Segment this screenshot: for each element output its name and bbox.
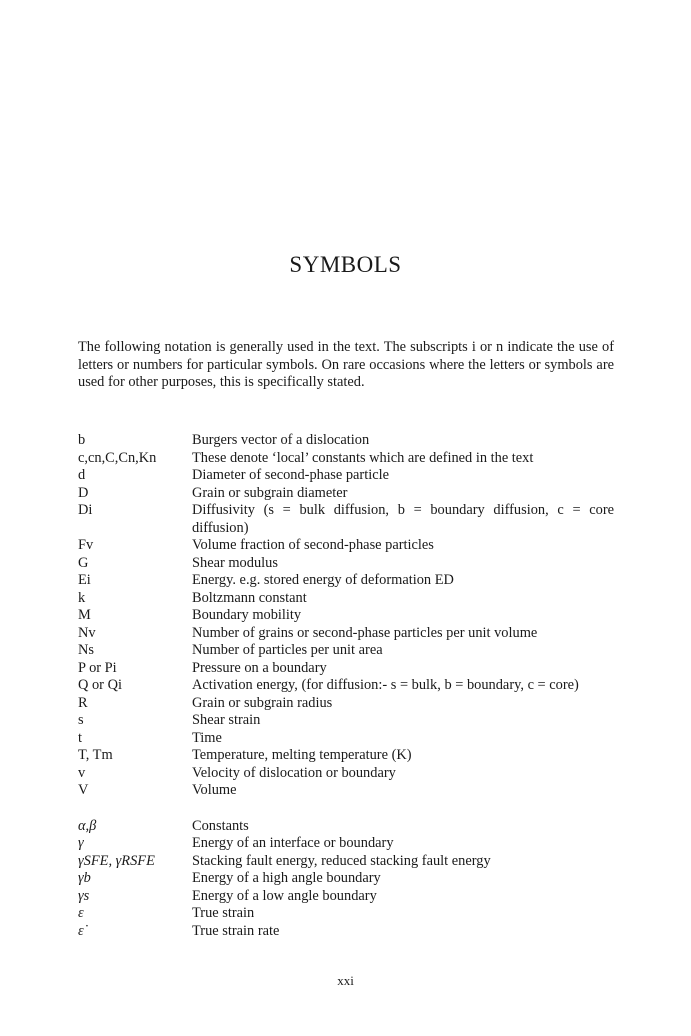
symbol-term: M bbox=[78, 607, 91, 623]
symbol-definition: Volume fraction of second-phase particles bbox=[192, 537, 434, 553]
symbol-term: t bbox=[78, 729, 82, 746]
symbol-definition: Number of grains or second-phase particles per unit volume bbox=[192, 624, 538, 641]
symbol-definition: Number of particles per unit area bbox=[192, 642, 383, 658]
symbol-definition: Pressure on a boundary bbox=[192, 659, 327, 676]
symbol-term: γSFE, γRSFE bbox=[78, 852, 155, 869]
symbol-definition: Shear modulus bbox=[192, 554, 278, 571]
symbol-term: Di bbox=[78, 502, 93, 518]
symbol-row bbox=[78, 432, 614, 450]
symbol-row bbox=[78, 642, 614, 660]
symbol-row bbox=[78, 450, 614, 468]
symbol-row bbox=[78, 607, 614, 625]
latin-symbol-group bbox=[78, 432, 614, 800]
symbol-term: γ bbox=[78, 835, 84, 851]
symbol-term: R bbox=[78, 694, 88, 711]
symbol-term: s bbox=[78, 712, 84, 728]
symbol-term: ε̇ bbox=[78, 922, 84, 939]
symbol-row bbox=[78, 625, 614, 643]
symbol-definition: Temperature, melting temperature (K) bbox=[192, 747, 412, 763]
symbol-term: Ns bbox=[78, 642, 94, 658]
symbol-definition: Diameter of second-phase particle bbox=[192, 467, 389, 483]
symbol-row bbox=[78, 502, 614, 537]
symbol-definition: Grain or subgrain diameter bbox=[192, 484, 348, 501]
symbol-term: ε bbox=[78, 905, 84, 921]
symbol-row bbox=[78, 853, 614, 871]
symbol-definition: Boltzmann constant bbox=[192, 589, 307, 606]
symbol-term: α,β bbox=[78, 817, 97, 834]
symbol-row bbox=[78, 782, 614, 800]
page-title: SYMBOLS bbox=[289, 252, 402, 277]
symbol-term: c,cn,C,Cn,Kn bbox=[78, 449, 157, 466]
symbol-definition: Energy. e.g. stored energy of deformation ED bbox=[192, 572, 454, 588]
symbol-row bbox=[78, 730, 614, 748]
symbol-row bbox=[78, 870, 614, 888]
symbol-term: V bbox=[78, 782, 89, 798]
symbol-definition: Time bbox=[192, 729, 222, 746]
symbol-row bbox=[78, 695, 614, 713]
symbol-term: T, Tm bbox=[78, 747, 113, 763]
symbol-term: b bbox=[78, 432, 86, 448]
symbol-definition: Volume bbox=[192, 782, 237, 798]
symbol-term: γb bbox=[78, 870, 91, 886]
symbol-term: d bbox=[78, 467, 86, 483]
symbol-row bbox=[78, 590, 614, 608]
symbol-term: P or Pi bbox=[78, 659, 117, 676]
symbol-definition: Grain or subgrain radius bbox=[192, 694, 333, 711]
symbol-row bbox=[78, 835, 614, 853]
symbol-definition: Energy of a low angle boundary bbox=[192, 887, 377, 904]
symbol-row bbox=[78, 555, 614, 573]
symbol-definition: Shear strain bbox=[192, 712, 261, 728]
symbol-row bbox=[78, 537, 614, 555]
symbol-row bbox=[78, 712, 614, 730]
symbol-row bbox=[78, 923, 614, 941]
symbol-term: G bbox=[78, 554, 89, 571]
symbol-definition: Burgers vector of a dislocation bbox=[192, 432, 370, 448]
symbol-row bbox=[78, 677, 614, 695]
symbol-term: D bbox=[78, 484, 89, 501]
symbol-row bbox=[78, 747, 614, 765]
symbol-row bbox=[78, 888, 614, 906]
symbol-row bbox=[78, 660, 614, 678]
symbol-term: Q or Qi bbox=[78, 677, 122, 693]
symbol-definition: Velocity of dislocation or boundary bbox=[192, 764, 396, 781]
symbol-term: Ei bbox=[78, 572, 91, 588]
symbol-term: Fv bbox=[78, 537, 94, 553]
symbol-definition: These denote ‘local’ constants which are defined in the text bbox=[192, 449, 534, 466]
symbol-definition: Diffusivity (s = bulk diffusion, b = boundary diffusion, c = core diffusion) bbox=[192, 502, 614, 536]
symbol-row bbox=[78, 485, 614, 503]
symbol-term: k bbox=[78, 589, 86, 606]
symbol-row bbox=[78, 572, 614, 590]
greek-symbol-group bbox=[78, 818, 614, 941]
symbol-term: γs bbox=[78, 887, 90, 904]
symbol-row bbox=[78, 765, 614, 783]
symbol-term: v bbox=[78, 764, 86, 781]
symbol-definition: Energy of an interface or boundary bbox=[192, 835, 394, 851]
symbol-definition: Activation energy, (for diffusion:- s = bulk, b = boundary, c = core) bbox=[192, 677, 579, 693]
symbol-row bbox=[78, 818, 614, 836]
page-number: xxi bbox=[337, 973, 354, 988]
symbol-row bbox=[78, 905, 614, 923]
symbol-definition: True strain bbox=[192, 905, 255, 921]
intro-paragraph: The following notation is generally used in the text. The subscripts i or n indicate the use of letters or numbers for particular symbols. On rare occasions where the letters or symbols are used for other purposes, this is specifically stated. bbox=[78, 339, 614, 390]
symbol-definition: Boundary mobility bbox=[192, 607, 302, 623]
symbol-definition: Stacking fault energy, reduced stacking fault energy bbox=[192, 852, 491, 869]
symbol-definition: Constants bbox=[192, 817, 249, 834]
symbol-term: Nv bbox=[78, 624, 96, 641]
symbol-definition: Energy of a high angle boundary bbox=[192, 870, 381, 886]
group-spacer bbox=[78, 800, 614, 818]
symbol-definition: True strain rate bbox=[192, 922, 280, 939]
symbol-row bbox=[78, 467, 614, 485]
symbol-list bbox=[78, 432, 614, 940]
